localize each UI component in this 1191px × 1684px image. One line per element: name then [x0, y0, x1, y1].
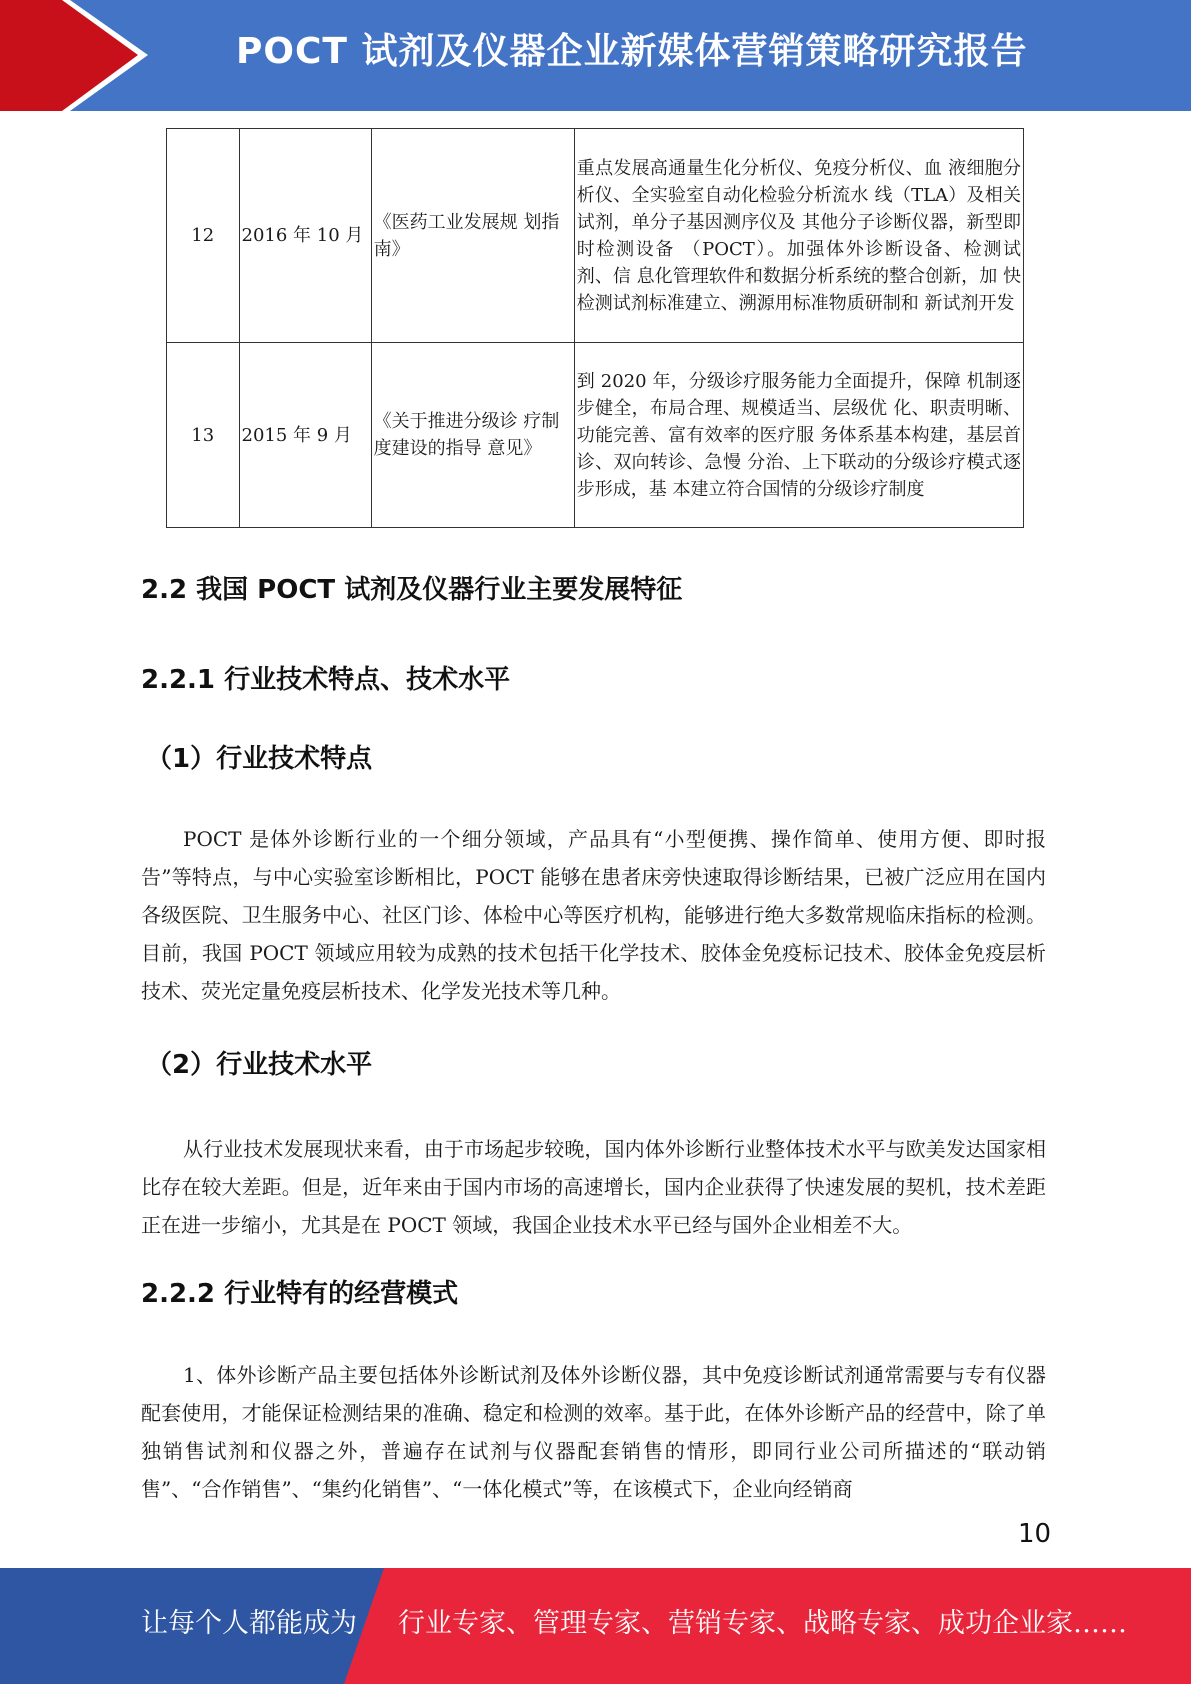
subheading-tech-features: （1）行业技术特点 [146, 744, 373, 774]
section-heading-2-2-2: 2.2.2 行业特有的经营模式 [141, 1279, 459, 1309]
document-title: POCT 试剂及仪器企业新媒体营销策略研究报告 [236, 31, 1028, 72]
footer-slogan-left: 让每个人都能成为 [141, 1608, 357, 1639]
row-content: 重点发展高通量生化分析仪、免疫分析仪、血 液细胞分析仪、全实验室自动化检验分析流水 线（TLA）及相关试剂，单分子基因测序仪及 其他分子诊断仪器，新型即时检测设备 （POCT）。加强体外诊断设备、检测试剂、信 息化管理软件和数据分析系统的整合创新，加 快检测试剂标准建立、溯源用标准物质研制和 新试剂开发 [574, 129, 1023, 343]
page-number: 10 [1018, 1519, 1052, 1549]
row-policy-name: 《关于推进分级诊 疗制度建设的指导 意见》 [371, 343, 574, 528]
section-heading-2-2: 2.2 我国 POCT 试剂及仪器行业主要发展特征 [141, 575, 683, 605]
paragraph-business-model: 1、体外诊断产品主要包括体外诊断试剂及体外诊断仪器，其中免疫诊断试剂通常需要与专有仪器配套使用，才能保证检测结果的准确、稳定和检测的效率。基于此，在体外诊断产品的经营中，除了单独销售试剂和仪器之外，普遍存在试剂与仪器配套销售的情形，即同行业公司所描述的“联动销售”、“合作销售”、“集约化销售”、“一体化模式”等，在该模式下，企业向经销商 [141, 1363, 1046, 1501]
row-date: 2016 年 10 月 [239, 129, 371, 343]
section-heading-2-2-1: 2.2.1 行业技术特点、技术水平 [141, 665, 511, 695]
page-footer [0, 1568, 1191, 1684]
footer-slogan-right: 行业专家、管理专家、营销专家、战略专家、成功企业家…… [398, 1608, 1127, 1639]
paragraph-tech-level: 从行业技术发展现状来看，由于市场起步较晚，国内体外诊断行业整体技术水平与欧美发达国家相比存在较大差距。但是，近年来由于国内市场的高速增长，国内企业获得了快速发展的契机，技术差距正在进一步缩小，尤其是在 POCT 领域，我国企业技术水平已经与国外企业相差不大。 [141, 1137, 1046, 1237]
row-content: 到 2020 年，分级诊疗服务能力全面提升，保障 机制逐步健全，布局合理、规模适当、层级优 化、职责明晰、功能完善、富有效率的医疗服 务体系基本构建，基层首诊、双向转诊、急慢 分治、上下联动的分级诊疗模式逐步形成，基 本建立符合国情的分级诊疗制度 [574, 343, 1023, 528]
policy-table [166, 128, 1024, 528]
row-number: 12 [167, 129, 240, 343]
subheading-tech-level: （2）行业技术水平 [146, 1050, 373, 1080]
row-policy-name: 《医药工业发展规 划指南》 [371, 129, 574, 343]
paragraph-tech-features: POCT 是体外诊断行业的一个细分领域，产品具有“小型便携、操作简单、使用方便、即时报告”等特点，与中心实验室诊断相比，POCT 能够在患者床旁快速取得诊断结果，已被广泛应用在国内各级医院、卫生服务中心、社区门诊、体检中心等医疗机构，能够进行绝大多数常规临床指标的检测。目前，我国 POCT 领域应用较为成熟的技术包括干化学技术、胶体金免疫标记技术、胶体金免疫层析技术、荧光定量免疫层析技术、化学发光技术等几种。 [141, 827, 1046, 1003]
row-number: 13 [167, 343, 240, 528]
row-date: 2015 年 9 月 [239, 343, 371, 528]
page-header [0, 0, 1191, 111]
table-row [167, 343, 1024, 528]
table-row [167, 129, 1024, 343]
